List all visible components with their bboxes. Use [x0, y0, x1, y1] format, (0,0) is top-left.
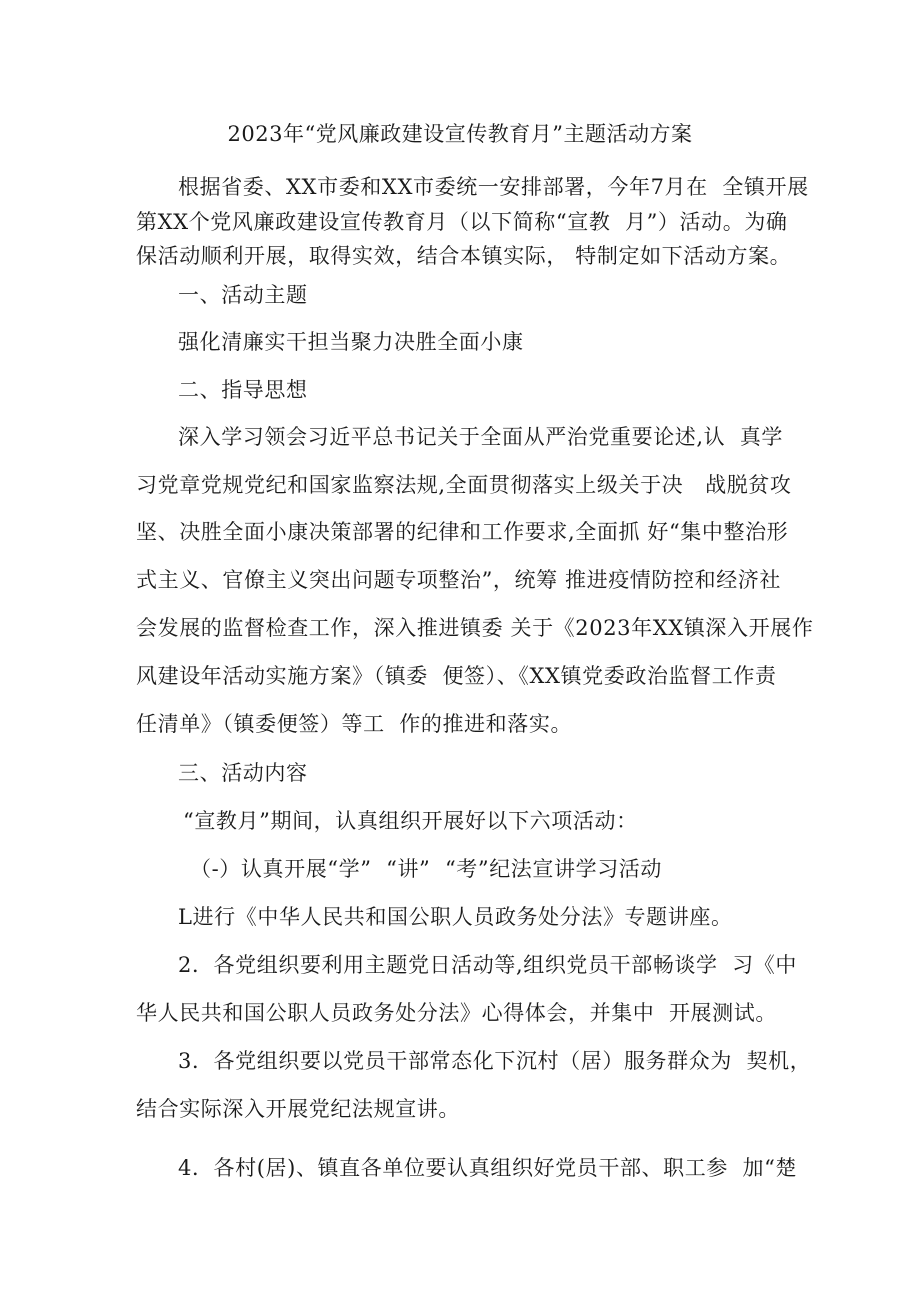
paragraph-line: 第XX个党风廉政建设宣传教育月（以下简称“宣教 月”）活动。为确: [136, 210, 788, 234]
paragraph-line: 风建设年活动实施方案》（镇委 便签）、《XX镇党委政治监督工作责: [136, 664, 777, 688]
document-title: 2023年“党风廉政建设宣传教育月”主题活动方案: [227, 122, 693, 146]
paragraph-line: 式主义、官僚主义突出问题专项整治”，统筹 推进疫情防控和经济社: [136, 568, 782, 592]
list-item: 2．各党组织要利用主题党日活动等,组织党员干部畅谈学 习《中: [178, 953, 797, 977]
subsection-heading: （-）认真开展“学” “讲” “考”纪法宣讲学习活动: [190, 857, 663, 881]
paragraph-line: 深入学习领会习近平总书记关于全面从严治党重要论述,认 真学: [178, 425, 784, 449]
paragraph-line: “宣教月”期间，认真组织开展好以下六项活动：: [183, 809, 638, 833]
paragraph-line: 坚、决胜全面小康决策部署的纪律和工作要求,全面抓 好“集中整治形: [136, 520, 789, 544]
list-item: 4．各村(居)、镇直各单位要认真组织好党员干部、职工参 加“楚: [178, 1156, 798, 1180]
paragraph-line: 根据省委、XX市委和XX市委统一安排部署，今年7月在 全镇开展: [178, 175, 809, 199]
paragraph-line: 会发展的监督检查工作，深入推进镇委 关于《2023年XX镇深入开展作: [136, 616, 814, 640]
list-item: 3．各党组织要以党员干部常态化下沉村（居）服务群众为 契机，: [178, 1049, 812, 1073]
paragraph-line: 结合实际深入开展党纪法规宣讲。: [136, 1097, 460, 1121]
paragraph-line: 华人民共和国公职人员政务处分法》心得体会，并集中 开展测试。: [136, 1001, 777, 1025]
section-heading: 二、指导思想: [178, 378, 308, 402]
paragraph-line: 强化清廉实干担当聚力决胜全面小康: [178, 330, 524, 354]
paragraph-line: 任清单》（镇委便签）等工 作的推进和落实。: [136, 712, 573, 736]
section-heading: 三、活动内容: [178, 761, 308, 785]
section-heading: 一、活动主题: [178, 283, 308, 307]
list-item: L进行《中华人民共和国公职人员政务处分法》专题讲座。: [178, 905, 733, 929]
paragraph-line: 保活动顺利开展，取得实效，结合本镇实际， 特制定如下活动方案。: [136, 244, 792, 268]
paragraph-line: 习党章党规党纪和国家监察法规,全面贯彻落实上级关于决 战脱贫攻: [136, 473, 792, 497]
